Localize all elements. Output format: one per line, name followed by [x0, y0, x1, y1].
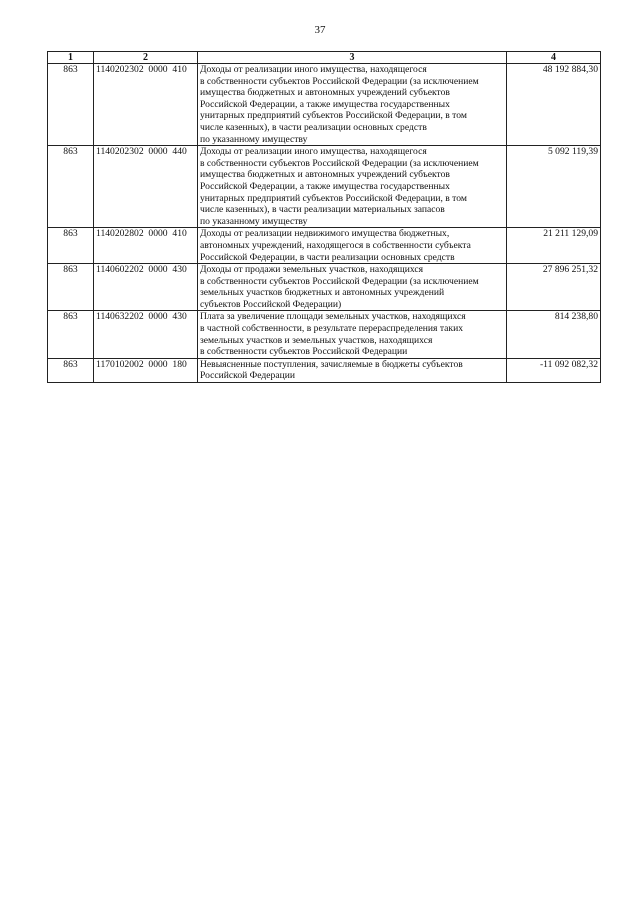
table-body [48, 64, 601, 383]
description-line: Российской Федерации, а также имущества государственных [200, 180, 450, 192]
description-cell [198, 228, 507, 264]
table-row [48, 358, 601, 382]
admin-code-cell: 863 [48, 264, 94, 311]
description-line: унитарных предприятий субъектов Российской Федерации, в том [200, 110, 467, 122]
description-line: унитарных предприятий субъектов Российской Федерации, в том [200, 192, 467, 204]
description-line: земельных участков бюджетных и автономных учреждений [200, 287, 445, 299]
amount-cell: 5 092 119,39 [507, 146, 601, 228]
amount-cell: 27 896 251,32 [507, 264, 601, 311]
admin-code-cell: 863 [48, 64, 94, 146]
description-line: по указанному имуществу [200, 215, 308, 227]
table-row [48, 64, 601, 146]
amount-cell: -11 092 082,32 [507, 358, 601, 382]
description-line: Доходы от реализации иного имущества, находящегося [200, 146, 427, 158]
column-header-description: 3 [198, 52, 507, 64]
description-line: в собственности субъектов Российской Федерации (за исключением [200, 75, 479, 87]
description-line: по указанному имуществу [200, 133, 308, 145]
description-line: Российской Федерации, а также имущества государственных [200, 98, 450, 110]
budget-code-cell: 1140632202 0000 430 [94, 311, 198, 358]
description-line: земельных участков и земельных участков, находящихся [200, 334, 433, 346]
amount-cell: 21 211 129,09 [507, 228, 601, 264]
admin-code-cell: 863 [48, 358, 94, 382]
table-header-row [48, 52, 601, 64]
description-line: имущества бюджетных и автономных учреждений субъектов [200, 169, 450, 181]
description-line: Доходы от реализации иного имущества, находящегося [200, 64, 427, 75]
description-line: числе казенных), в части реализации материальных запасов [200, 204, 445, 216]
description-line: в собственности субъектов Российской Федерации [200, 346, 408, 358]
description-line: имущества бюджетных и автономных учреждений субъектов [200, 87, 450, 99]
description-cell [198, 146, 507, 228]
page-number: 37 [314, 24, 326, 36]
admin-code-cell: 863 [48, 146, 94, 228]
budget-code-cell: 1140202302 0000 440 [94, 146, 198, 228]
amount-cell: 814 238,80 [507, 311, 601, 358]
table-row [48, 146, 601, 228]
description-line: Российской Федерации [200, 370, 295, 382]
description-line: числе казенных), в части реализации основных средств [200, 121, 427, 133]
budget-code-cell: 1140202302 0000 410 [94, 64, 198, 146]
description-line: Невыясненные поступления, зачисляемые в бюджеты субъектов [200, 358, 463, 370]
table-row [48, 311, 601, 358]
column-header-code: 2 [94, 52, 198, 64]
description-line: автономных учреждений, находящегося в собственности субъекта [200, 239, 471, 251]
description-line: субъектов Российской Федерации) [200, 298, 342, 310]
description-cell [198, 358, 507, 382]
description-cell [198, 64, 507, 146]
admin-code-cell: 863 [48, 228, 94, 264]
budget-code-cell: 1170102002 0000 180 [94, 358, 198, 382]
column-header-admin: 1 [48, 52, 94, 64]
column-header-amount: 4 [507, 52, 601, 64]
admin-code-cell: 863 [48, 311, 94, 358]
description-line: Доходы от продажи земельных участков, находящихся [200, 264, 424, 276]
description-cell [198, 311, 507, 358]
table-row [48, 228, 601, 264]
budget-code-cell: 1140202802 0000 410 [94, 228, 198, 264]
description-line: Плата за увеличение площади земельных участков, находящихся [200, 311, 466, 323]
amount-cell: 48 192 884,30 [507, 64, 601, 146]
table-row [48, 264, 601, 311]
revenue-table [47, 51, 601, 383]
description-line: Российской Федерации, в части реализации основных средств [200, 251, 455, 263]
description-line: в собственности субъектов Российской Федерации (за исключением [200, 157, 479, 169]
description-cell [198, 264, 507, 311]
description-line: в частной собственности, в результате перераспределения таких [200, 323, 464, 335]
description-line: Доходы от реализации недвижимого имущества бюджетных, [200, 228, 450, 240]
budget-code-cell: 1140602202 0000 430 [94, 264, 198, 311]
description-line: в собственности субъектов Российской Федерации (за исключением [200, 275, 479, 287]
